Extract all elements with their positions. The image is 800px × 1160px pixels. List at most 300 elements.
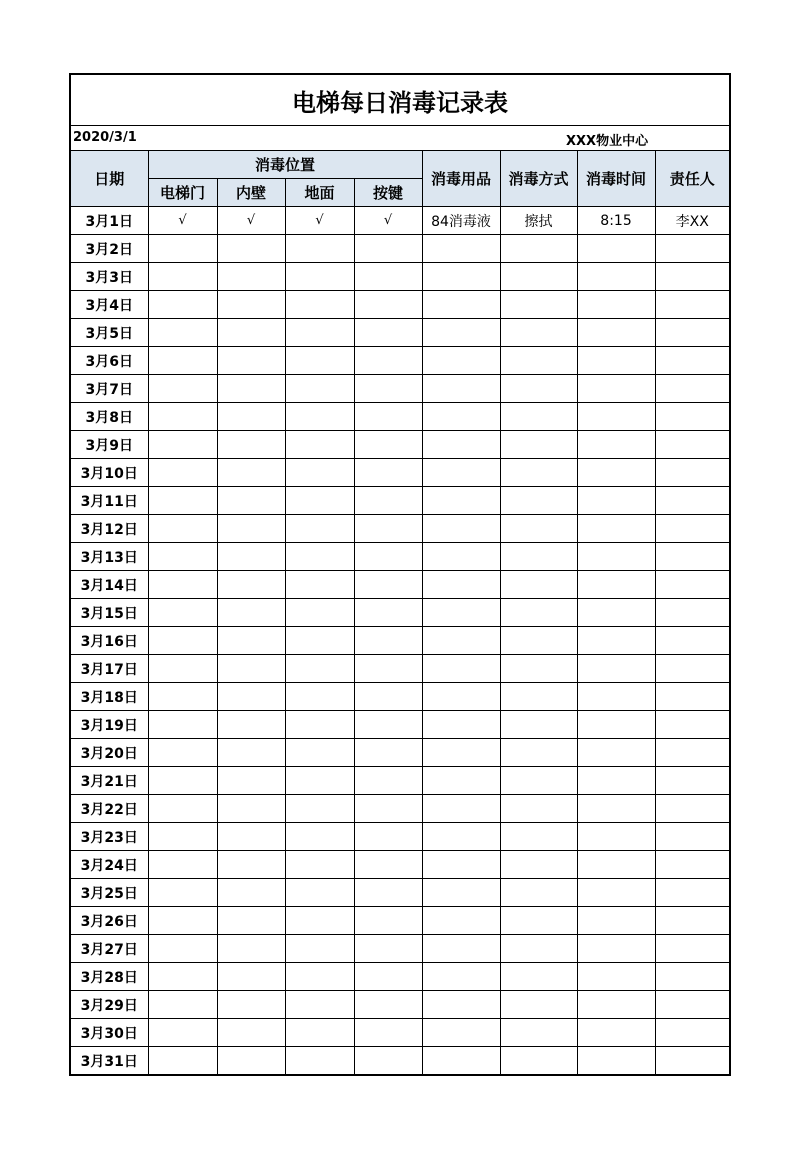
check-floor-cell[interactable]	[285, 935, 354, 963]
supplies-cell[interactable]	[422, 431, 500, 459]
check-floor-cell[interactable]	[285, 431, 354, 459]
supplies-cell[interactable]	[422, 963, 500, 991]
person-cell[interactable]	[655, 739, 729, 767]
check-buttons-cell[interactable]	[354, 879, 422, 907]
check-wall-cell[interactable]	[217, 543, 285, 571]
time-cell[interactable]	[577, 739, 655, 767]
day-cell[interactable]: 3月30日	[71, 1019, 148, 1047]
header-location-wall[interactable]: 内壁	[217, 179, 285, 207]
check-door-cell[interactable]	[148, 431, 217, 459]
check-wall-cell[interactable]	[217, 907, 285, 935]
method-cell[interactable]	[500, 795, 577, 823]
method-cell[interactable]	[500, 515, 577, 543]
record-date[interactable]: 2020/3/1	[73, 130, 137, 145]
day-cell[interactable]: 3月1日	[71, 207, 148, 235]
time-cell[interactable]	[577, 1019, 655, 1047]
day-cell[interactable]: 3月11日	[71, 487, 148, 515]
check-floor-cell[interactable]	[285, 739, 354, 767]
check-door-cell[interactable]	[148, 403, 217, 431]
check-floor-cell[interactable]	[285, 795, 354, 823]
time-cell[interactable]	[577, 711, 655, 739]
method-cell[interactable]	[500, 879, 577, 907]
check-buttons-cell[interactable]	[354, 1047, 422, 1075]
person-cell[interactable]	[655, 655, 729, 683]
method-cell[interactable]	[500, 823, 577, 851]
day-cell[interactable]: 3月6日	[71, 347, 148, 375]
method-cell[interactable]	[500, 655, 577, 683]
check-buttons-cell[interactable]	[354, 683, 422, 711]
check-wall-cell[interactable]	[217, 319, 285, 347]
check-buttons-cell[interactable]	[354, 627, 422, 655]
check-floor-cell[interactable]	[285, 1019, 354, 1047]
check-buttons-cell[interactable]	[354, 907, 422, 935]
person-cell[interactable]	[655, 879, 729, 907]
check-wall-cell[interactable]	[217, 711, 285, 739]
check-buttons-cell[interactable]	[354, 571, 422, 599]
check-door-cell[interactable]	[148, 599, 217, 627]
method-cell[interactable]	[500, 851, 577, 879]
check-floor-cell[interactable]	[285, 347, 354, 375]
day-cell[interactable]: 3月13日	[71, 543, 148, 571]
header-location-buttons[interactable]: 按键	[354, 179, 422, 207]
supplies-cell[interactable]	[422, 347, 500, 375]
method-cell[interactable]	[500, 767, 577, 795]
day-cell[interactable]: 3月23日	[71, 823, 148, 851]
check-door-cell[interactable]	[148, 487, 217, 515]
day-cell[interactable]: 3月7日	[71, 375, 148, 403]
supplies-cell[interactable]	[422, 515, 500, 543]
check-door-cell[interactable]	[148, 767, 217, 795]
supplies-cell[interactable]	[422, 655, 500, 683]
method-cell[interactable]	[500, 627, 577, 655]
check-wall-cell[interactable]	[217, 263, 285, 291]
check-buttons-cell[interactable]	[354, 991, 422, 1019]
method-cell[interactable]	[500, 403, 577, 431]
day-cell[interactable]: 3月16日	[71, 627, 148, 655]
check-floor-cell[interactable]	[285, 851, 354, 879]
header-method[interactable]: 消毒方式	[500, 151, 577, 207]
supplies-cell[interactable]	[422, 1019, 500, 1047]
time-cell[interactable]: 8:15	[577, 207, 655, 235]
check-door-cell[interactable]: √	[148, 207, 217, 235]
check-wall-cell[interactable]	[217, 431, 285, 459]
time-cell[interactable]	[577, 543, 655, 571]
check-floor-cell[interactable]	[285, 991, 354, 1019]
check-wall-cell[interactable]	[217, 347, 285, 375]
check-floor-cell[interactable]	[285, 515, 354, 543]
day-cell[interactable]: 3月4日	[71, 291, 148, 319]
check-buttons-cell[interactable]	[354, 711, 422, 739]
method-cell[interactable]: 擦拭	[500, 207, 577, 235]
supplies-cell[interactable]	[422, 879, 500, 907]
check-wall-cell[interactable]	[217, 1019, 285, 1047]
method-cell[interactable]	[500, 347, 577, 375]
supplies-cell[interactable]	[422, 1047, 500, 1075]
method-cell[interactable]	[500, 739, 577, 767]
day-cell[interactable]: 3月25日	[71, 879, 148, 907]
check-wall-cell[interactable]	[217, 403, 285, 431]
check-wall-cell[interactable]	[217, 571, 285, 599]
time-cell[interactable]	[577, 935, 655, 963]
check-wall-cell[interactable]	[217, 655, 285, 683]
time-cell[interactable]	[577, 375, 655, 403]
check-wall-cell[interactable]	[217, 795, 285, 823]
check-floor-cell[interactable]	[285, 235, 354, 263]
supplies-cell[interactable]	[422, 795, 500, 823]
check-buttons-cell[interactable]	[354, 347, 422, 375]
day-cell[interactable]: 3月29日	[71, 991, 148, 1019]
check-buttons-cell[interactable]	[354, 823, 422, 851]
check-buttons-cell[interactable]	[354, 431, 422, 459]
day-cell[interactable]: 3月5日	[71, 319, 148, 347]
check-buttons-cell[interactable]	[354, 235, 422, 263]
method-cell[interactable]	[500, 319, 577, 347]
check-buttons-cell[interactable]	[354, 543, 422, 571]
supplies-cell[interactable]	[422, 599, 500, 627]
supplies-cell[interactable]	[422, 571, 500, 599]
person-cell[interactable]	[655, 431, 729, 459]
check-floor-cell[interactable]	[285, 403, 354, 431]
check-floor-cell[interactable]	[285, 1047, 354, 1075]
check-door-cell[interactable]	[148, 655, 217, 683]
time-cell[interactable]	[577, 571, 655, 599]
supplies-cell[interactable]	[422, 375, 500, 403]
day-cell[interactable]: 3月22日	[71, 795, 148, 823]
person-cell[interactable]	[655, 907, 729, 935]
check-door-cell[interactable]	[148, 851, 217, 879]
time-cell[interactable]	[577, 291, 655, 319]
day-cell[interactable]: 3月8日	[71, 403, 148, 431]
person-cell[interactable]	[655, 627, 729, 655]
check-door-cell[interactable]	[148, 739, 217, 767]
check-floor-cell[interactable]	[285, 599, 354, 627]
check-floor-cell[interactable]	[285, 291, 354, 319]
header-date[interactable]: 日期	[71, 151, 148, 207]
day-cell[interactable]: 3月3日	[71, 263, 148, 291]
time-cell[interactable]	[577, 487, 655, 515]
day-cell[interactable]: 3月21日	[71, 767, 148, 795]
time-cell[interactable]	[577, 655, 655, 683]
person-cell[interactable]	[655, 767, 729, 795]
check-buttons-cell[interactable]	[354, 291, 422, 319]
check-buttons-cell[interactable]	[354, 599, 422, 627]
check-door-cell[interactable]	[148, 627, 217, 655]
check-door-cell[interactable]	[148, 795, 217, 823]
method-cell[interactable]	[500, 291, 577, 319]
time-cell[interactable]	[577, 823, 655, 851]
person-cell[interactable]	[655, 235, 729, 263]
supplies-cell[interactable]	[422, 627, 500, 655]
day-cell[interactable]: 3月15日	[71, 599, 148, 627]
organization-name[interactable]: XXX物业中心	[566, 134, 649, 149]
supplies-cell[interactable]	[422, 487, 500, 515]
check-wall-cell[interactable]: √	[217, 207, 285, 235]
check-wall-cell[interactable]	[217, 627, 285, 655]
check-floor-cell[interactable]: √	[285, 207, 354, 235]
check-floor-cell[interactable]	[285, 711, 354, 739]
time-cell[interactable]	[577, 235, 655, 263]
day-cell[interactable]: 3月28日	[71, 963, 148, 991]
check-wall-cell[interactable]	[217, 375, 285, 403]
person-cell[interactable]	[655, 403, 729, 431]
time-cell[interactable]	[577, 319, 655, 347]
day-cell[interactable]: 3月12日	[71, 515, 148, 543]
person-cell[interactable]	[655, 823, 729, 851]
method-cell[interactable]	[500, 431, 577, 459]
supplies-cell[interactable]	[422, 907, 500, 935]
day-cell[interactable]: 3月14日	[71, 571, 148, 599]
day-cell[interactable]: 3月2日	[71, 235, 148, 263]
method-cell[interactable]	[500, 235, 577, 263]
check-floor-cell[interactable]	[285, 375, 354, 403]
check-buttons-cell[interactable]	[354, 767, 422, 795]
check-wall-cell[interactable]	[217, 459, 285, 487]
supplies-cell[interactable]	[422, 991, 500, 1019]
check-door-cell[interactable]	[148, 879, 217, 907]
header-person[interactable]: 责任人	[655, 151, 729, 207]
check-buttons-cell[interactable]: √	[354, 207, 422, 235]
day-cell[interactable]: 3月18日	[71, 683, 148, 711]
check-buttons-cell[interactable]	[354, 515, 422, 543]
time-cell[interactable]	[577, 879, 655, 907]
table-row	[71, 711, 729, 739]
supplies-cell[interactable]	[422, 263, 500, 291]
day-cell[interactable]: 3月31日	[71, 1047, 148, 1075]
supplies-cell[interactable]	[422, 403, 500, 431]
check-floor-cell[interactable]	[285, 543, 354, 571]
check-floor-cell[interactable]	[285, 823, 354, 851]
check-door-cell[interactable]	[148, 1047, 217, 1075]
method-cell[interactable]	[500, 991, 577, 1019]
method-cell[interactable]	[500, 907, 577, 935]
day-cell[interactable]: 3月19日	[71, 711, 148, 739]
person-cell[interactable]	[655, 459, 729, 487]
table-row	[71, 571, 729, 599]
check-buttons-cell[interactable]	[354, 403, 422, 431]
supplies-cell[interactable]	[422, 935, 500, 963]
method-cell[interactable]	[500, 1047, 577, 1075]
supplies-cell[interactable]	[422, 851, 500, 879]
person-cell[interactable]	[655, 263, 729, 291]
check-wall-cell[interactable]	[217, 767, 285, 795]
check-door-cell[interactable]	[148, 571, 217, 599]
check-door-cell[interactable]	[148, 543, 217, 571]
check-wall-cell[interactable]	[217, 823, 285, 851]
time-cell[interactable]	[577, 767, 655, 795]
sheet-title-cell[interactable]	[71, 75, 729, 126]
check-door-cell[interactable]	[148, 907, 217, 935]
method-cell[interactable]	[500, 459, 577, 487]
check-buttons-cell[interactable]	[354, 263, 422, 291]
check-buttons-cell[interactable]	[354, 739, 422, 767]
check-wall-cell[interactable]	[217, 1047, 285, 1075]
supplies-cell[interactable]	[422, 683, 500, 711]
check-door-cell[interactable]	[148, 459, 217, 487]
person-cell[interactable]	[655, 487, 729, 515]
check-floor-cell[interactable]	[285, 767, 354, 795]
person-cell[interactable]	[655, 375, 729, 403]
supplies-cell[interactable]	[422, 739, 500, 767]
day-cell[interactable]: 3月20日	[71, 739, 148, 767]
check-wall-cell[interactable]	[217, 879, 285, 907]
time-cell[interactable]	[577, 263, 655, 291]
day-cell[interactable]: 3月27日	[71, 935, 148, 963]
check-door-cell[interactable]	[148, 291, 217, 319]
day-cell[interactable]: 3月17日	[71, 655, 148, 683]
check-door-cell[interactable]	[148, 711, 217, 739]
person-cell[interactable]	[655, 991, 729, 1019]
person-cell[interactable]	[655, 571, 729, 599]
check-door-cell[interactable]	[148, 991, 217, 1019]
supplies-cell[interactable]: 84消毒液	[422, 207, 500, 235]
check-wall-cell[interactable]	[217, 291, 285, 319]
supplies-cell[interactable]	[422, 459, 500, 487]
check-floor-cell[interactable]	[285, 683, 354, 711]
check-floor-cell[interactable]	[285, 571, 354, 599]
check-door-cell[interactable]	[148, 935, 217, 963]
check-wall-cell[interactable]	[217, 851, 285, 879]
method-cell[interactable]	[500, 963, 577, 991]
check-buttons-cell[interactable]	[354, 655, 422, 683]
check-door-cell[interactable]	[148, 319, 217, 347]
check-wall-cell[interactable]	[217, 515, 285, 543]
time-cell[interactable]	[577, 431, 655, 459]
header-location-group[interactable]: 消毒位置	[148, 151, 422, 179]
method-cell[interactable]	[500, 1019, 577, 1047]
table-row	[71, 347, 729, 375]
person-cell[interactable]	[655, 347, 729, 375]
check-buttons-cell[interactable]	[354, 963, 422, 991]
person-cell[interactable]	[655, 291, 729, 319]
supplies-cell[interactable]	[422, 711, 500, 739]
time-cell[interactable]	[577, 403, 655, 431]
method-cell[interactable]	[500, 711, 577, 739]
method-cell[interactable]	[500, 487, 577, 515]
check-floor-cell[interactable]	[285, 319, 354, 347]
check-floor-cell[interactable]	[285, 487, 354, 515]
check-buttons-cell[interactable]	[354, 487, 422, 515]
person-cell[interactable]	[655, 795, 729, 823]
check-door-cell[interactable]	[148, 683, 217, 711]
check-floor-cell[interactable]	[285, 907, 354, 935]
check-floor-cell[interactable]	[285, 655, 354, 683]
time-cell[interactable]	[577, 795, 655, 823]
time-cell[interactable]	[577, 459, 655, 487]
time-cell[interactable]	[577, 683, 655, 711]
person-cell[interactable]	[655, 711, 729, 739]
supplies-cell[interactable]	[422, 291, 500, 319]
method-cell[interactable]	[500, 375, 577, 403]
method-cell[interactable]	[500, 571, 577, 599]
check-floor-cell[interactable]	[285, 963, 354, 991]
day-cell[interactable]: 3月24日	[71, 851, 148, 879]
check-buttons-cell[interactable]	[354, 935, 422, 963]
check-door-cell[interactable]	[148, 235, 217, 263]
supplies-cell[interactable]	[422, 319, 500, 347]
day-cell[interactable]: 3月10日	[71, 459, 148, 487]
person-cell[interactable]	[655, 1047, 729, 1075]
person-cell[interactable]	[655, 851, 729, 879]
check-buttons-cell[interactable]	[354, 795, 422, 823]
time-cell[interactable]	[577, 515, 655, 543]
method-cell[interactable]	[500, 683, 577, 711]
method-cell[interactable]	[500, 599, 577, 627]
check-floor-cell[interactable]	[285, 459, 354, 487]
table-row	[71, 963, 729, 991]
supplies-cell[interactable]	[422, 823, 500, 851]
method-cell[interactable]	[500, 263, 577, 291]
check-door-cell[interactable]	[148, 375, 217, 403]
check-buttons-cell[interactable]	[354, 459, 422, 487]
check-door-cell[interactable]	[148, 263, 217, 291]
check-door-cell[interactable]	[148, 515, 217, 543]
time-cell[interactable]	[577, 851, 655, 879]
person-cell[interactable]	[655, 543, 729, 571]
check-wall-cell[interactable]	[217, 935, 285, 963]
time-cell[interactable]	[577, 907, 655, 935]
check-wall-cell[interactable]	[217, 599, 285, 627]
table-row	[71, 375, 729, 403]
time-cell[interactable]	[577, 963, 655, 991]
time-cell[interactable]	[577, 599, 655, 627]
person-cell[interactable]	[655, 683, 729, 711]
method-cell[interactable]	[500, 543, 577, 571]
check-wall-cell[interactable]	[217, 235, 285, 263]
table-row	[71, 235, 729, 263]
person-cell[interactable]	[655, 963, 729, 991]
supplies-cell[interactable]	[422, 543, 500, 571]
check-wall-cell[interactable]	[217, 739, 285, 767]
table-row	[71, 319, 729, 347]
check-floor-cell[interactable]	[285, 879, 354, 907]
check-door-cell[interactable]	[148, 1019, 217, 1047]
person-cell[interactable]	[655, 515, 729, 543]
header-time[interactable]: 消毒时间	[577, 151, 655, 207]
check-buttons-cell[interactable]	[354, 375, 422, 403]
header-supplies[interactable]: 消毒用品	[422, 151, 500, 207]
check-buttons-cell[interactable]	[354, 319, 422, 347]
person-cell[interactable]	[655, 1019, 729, 1047]
check-floor-cell[interactable]	[285, 627, 354, 655]
day-cell[interactable]: 3月26日	[71, 907, 148, 935]
header-location-floor[interactable]: 地面	[285, 179, 354, 207]
time-cell[interactable]	[577, 1047, 655, 1075]
person-cell[interactable]	[655, 599, 729, 627]
header-location-door[interactable]: 电梯门	[148, 179, 217, 207]
supplies-cell[interactable]	[422, 235, 500, 263]
time-cell[interactable]	[577, 627, 655, 655]
time-cell[interactable]	[577, 991, 655, 1019]
check-floor-cell[interactable]	[285, 263, 354, 291]
person-cell[interactable]	[655, 935, 729, 963]
check-wall-cell[interactable]	[217, 991, 285, 1019]
check-door-cell[interactable]	[148, 823, 217, 851]
person-cell[interactable]: 李XX	[655, 207, 729, 235]
table-row	[71, 655, 729, 683]
check-wall-cell[interactable]	[217, 683, 285, 711]
check-wall-cell[interactable]	[217, 963, 285, 991]
supplies-cell[interactable]	[422, 767, 500, 795]
day-cell[interactable]: 3月9日	[71, 431, 148, 459]
check-door-cell[interactable]	[148, 963, 217, 991]
check-wall-cell[interactable]	[217, 487, 285, 515]
check-buttons-cell[interactable]	[354, 1019, 422, 1047]
check-door-cell[interactable]	[148, 347, 217, 375]
method-cell[interactable]	[500, 935, 577, 963]
time-cell[interactable]	[577, 347, 655, 375]
check-buttons-cell[interactable]	[354, 851, 422, 879]
person-cell[interactable]	[655, 319, 729, 347]
